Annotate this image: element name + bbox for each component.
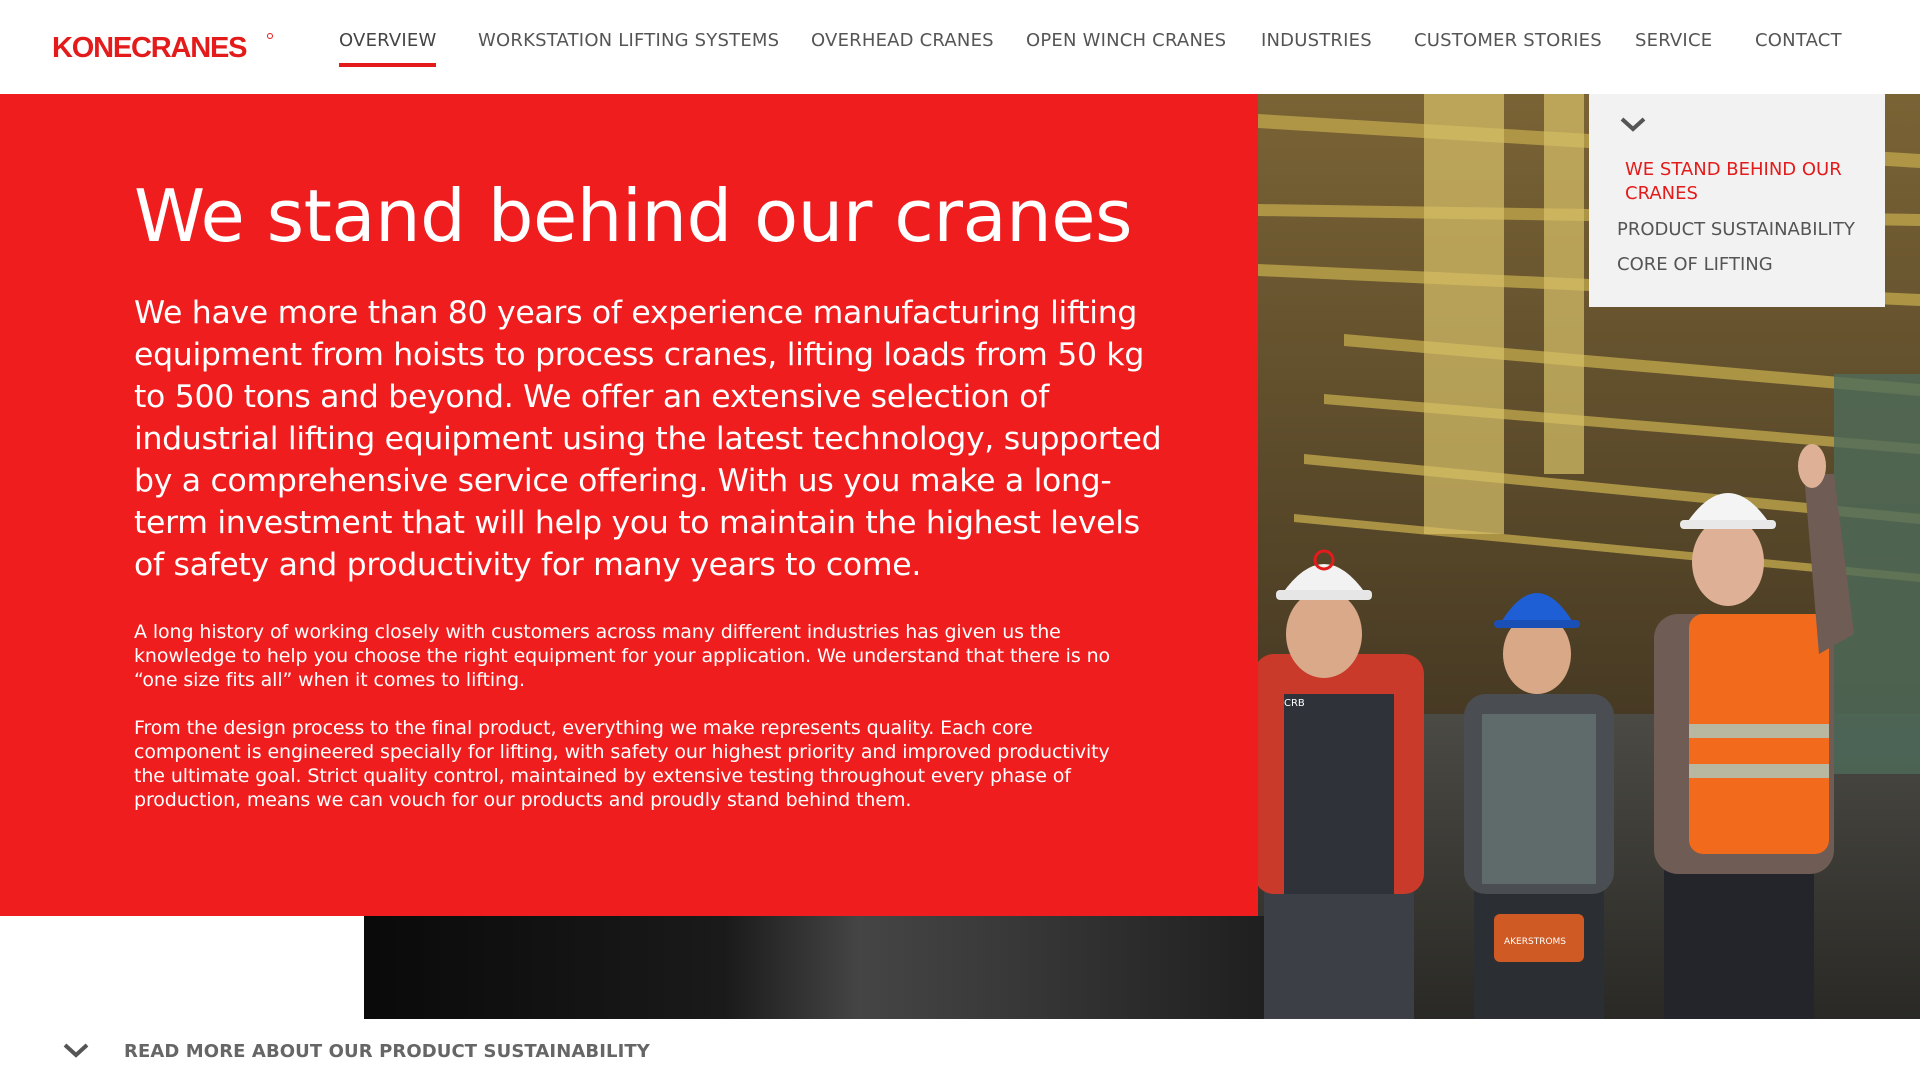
remote-label: AKERSTROMS bbox=[1504, 937, 1567, 947]
nav-industries-label: INDUSTRIES bbox=[1261, 30, 1372, 51]
nav-industries[interactable] bbox=[1261, 30, 1372, 51]
nav-contact[interactable] bbox=[1755, 30, 1842, 51]
nav-open-winch-cranes[interactable] bbox=[1026, 30, 1226, 51]
chevron-down-icon bbox=[62, 1042, 90, 1060]
nav-workstation-lifting-systems[interactable] bbox=[478, 30, 779, 51]
nav-overview[interactable] bbox=[339, 30, 436, 51]
jacket-badge-text: CRB bbox=[1284, 698, 1305, 709]
nav-service-label: SERVICE bbox=[1635, 30, 1713, 51]
logo-wordmark: KONECRANES bbox=[52, 32, 247, 62]
konecranes-logo[interactable] bbox=[52, 30, 274, 62]
read-more-link[interactable] bbox=[62, 1038, 650, 1064]
active-tab-indicator bbox=[339, 63, 436, 67]
subnav-item-we-stand-behind-our-cranes[interactable]: WE STAND BEHIND OUR CRANES bbox=[1625, 159, 1842, 204]
body-paragraph-1: A long history of working closely with customers across many different industries has given us the knowledge to help you choose the right equipment for your application. We understand that there is no “one size fits all” when it comes to lifting. bbox=[134, 621, 1111, 691]
nav-customer-stories-label: CUSTOMER STORIES bbox=[1414, 30, 1602, 51]
photo-bottom-strip bbox=[364, 916, 1264, 1019]
section-subnav bbox=[1589, 94, 1885, 307]
nav-customer-stories[interactable] bbox=[1414, 30, 1602, 51]
nav-overhead-cranes[interactable] bbox=[811, 30, 994, 51]
subnav-item-core-of-lifting[interactable]: CORE OF LIFTING bbox=[1617, 254, 1773, 275]
page-title: We stand behind our cranes bbox=[134, 174, 1133, 258]
nav-service[interactable] bbox=[1635, 30, 1712, 51]
subnav-item-product-sustainability[interactable]: PRODUCT SUSTAINABILITY bbox=[1617, 219, 1855, 240]
read-more-label: READ MORE ABOUT OUR PRODUCT SUSTAINABILITY bbox=[124, 1040, 650, 1062]
nav-open-winch-label: OPEN WINCH CRANES bbox=[1026, 30, 1227, 51]
nav-overhead-label: OVERHEAD CRANES bbox=[811, 30, 994, 51]
nav-overview-label: OVERVIEW bbox=[339, 30, 437, 51]
body-paragraph-2: From the design process to the final product, everything we make represents quality. Each core component is engineered specially for lifting, with safety our highest priority and improved productivity the ultimate goal. Strict quality control, maintained by extensive testing throughout every phase of production, means we can vouch for our products and proudly stand behind them. bbox=[134, 717, 1110, 811]
nav-workstation-label: WORKSTATION LIFTING SYSTEMS bbox=[478, 30, 780, 51]
site-header bbox=[0, 0, 1920, 94]
lead-paragraph: We have more than 80 years of experience manufacturing lifting equipment from hoists to process cranes, lifting loads from 50 kg to 500 tons and beyond. We offer an extensive selection of industrial lifting equipment using the latest technology, supported by a comprehensive service offering. With us you make a long-term investment that will help you to maintain the highest levels of safety and productivity for many years to come. bbox=[134, 295, 1162, 583]
intro-panel bbox=[0, 94, 1258, 916]
chevron-down-icon[interactable] bbox=[1619, 114, 1647, 134]
nav-contact-label: CONTACT bbox=[1755, 30, 1842, 51]
